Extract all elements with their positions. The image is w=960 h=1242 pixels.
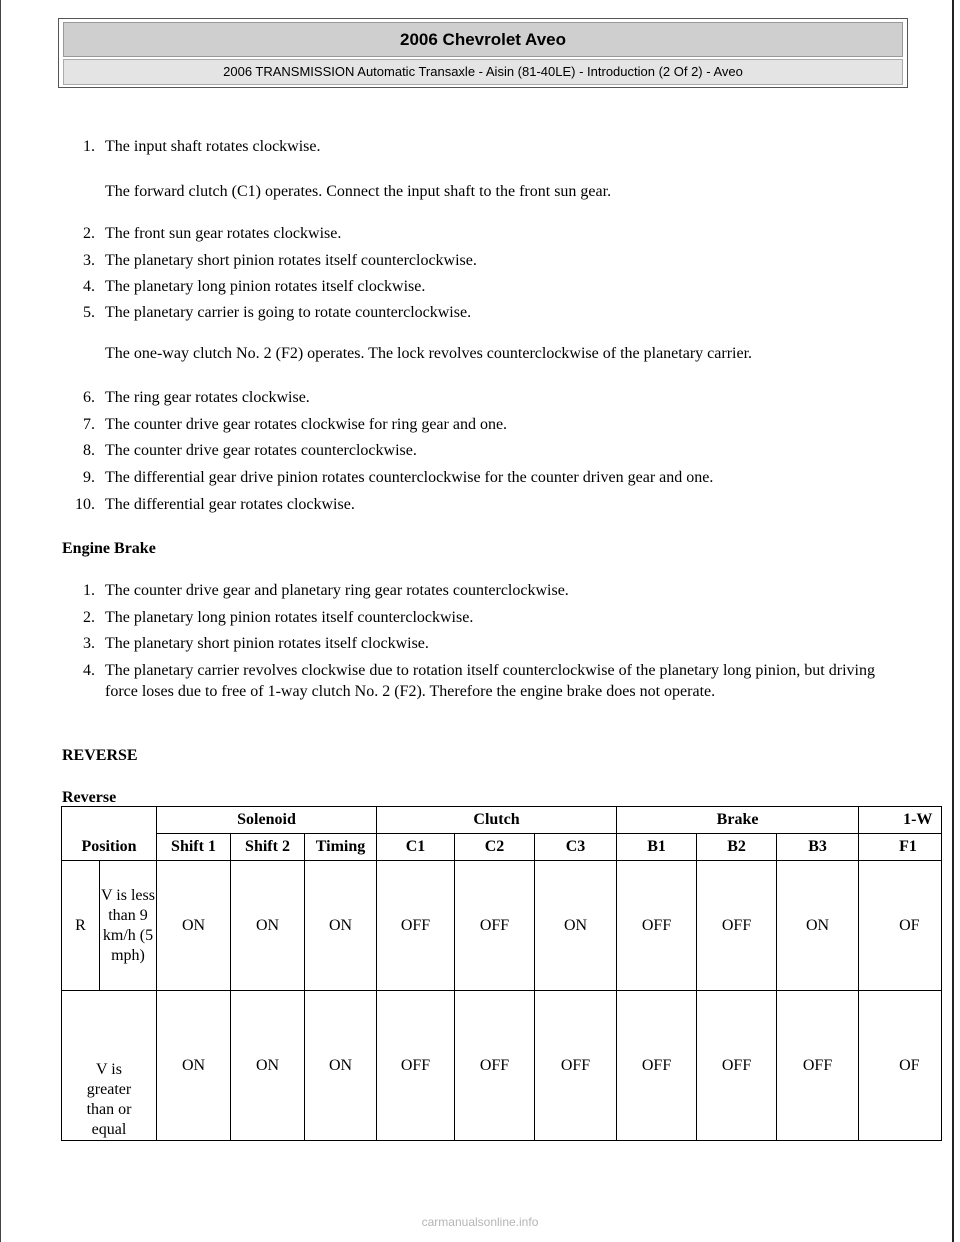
section-heading-reverse: REVERSE (62, 747, 138, 764)
list-number: 3. (83, 252, 95, 269)
list-number: 7. (83, 416, 95, 433)
list-number: 5. (83, 304, 95, 321)
column-header: Shift 1 (157, 834, 231, 861)
section-heading-engine-brake: Engine Brake (62, 540, 156, 557)
table-row (62, 991, 942, 1141)
list-text: The differential gear rotates clockwise. (105, 496, 355, 513)
position-header: Position (62, 807, 157, 861)
table-cell: OFF (617, 861, 697, 991)
table-cell: ON (305, 861, 377, 991)
condition-cell: V is less than 9 km/h (5 mph) (100, 861, 157, 991)
list-item (0, 607, 960, 629)
column-header: Shift 2 (231, 834, 305, 861)
list-item (0, 276, 960, 298)
list-item (0, 250, 960, 272)
table-cell: OFF (377, 991, 455, 1141)
list-number: 2. (83, 225, 95, 242)
table-cell: ON (157, 861, 231, 991)
list-item (0, 387, 960, 409)
list-text: The input shaft rotates clockwise. (105, 138, 321, 155)
list-item (0, 136, 960, 158)
table-row (62, 861, 942, 991)
group-header-solenoid: Solenoid (157, 807, 377, 834)
table-cell: OFF (377, 861, 455, 991)
table-cell: ON (305, 991, 377, 1141)
table-cell: OFF (617, 991, 697, 1141)
list-text: The planetary short pinion rotates itself clockwise. (105, 635, 429, 652)
list-number: 1. (83, 582, 95, 599)
list-item (0, 223, 960, 245)
column-header: B1 (617, 834, 697, 861)
condition-cell: V is greater than or equal (62, 991, 157, 1141)
column-header: C3 (535, 834, 617, 861)
step-note: The one-way clutch No. 2 (F2) operates. The lock revolves counterclockwise of the planetary carrier. (105, 345, 753, 362)
list-number: 6. (83, 389, 95, 406)
column-header: Timing (305, 834, 377, 861)
list-number: 2. (83, 609, 95, 626)
list-number: 10. (75, 496, 95, 513)
reverse-operation-table (61, 806, 942, 1141)
list-text: The planetary carrier revolves clockwise due to rotation itself counterclockwise of the planetary long pinion, but driving force loses due to free of 1-way clutch No. 2 (F2). Therefore the engine brake does not operate. (105, 662, 875, 700)
table-caption: Reverse (62, 789, 117, 806)
list-text: The counter drive gear rotates counterclockwise. (105, 442, 417, 459)
column-header: B2 (697, 834, 777, 861)
list-number: 8. (83, 442, 95, 459)
step-note: The forward clutch (C1) operates. Connect the input shaft to the front sun gear. (105, 183, 612, 200)
list-item (0, 467, 960, 489)
list-item (0, 414, 960, 436)
list-text: The counter drive gear rotates clockwise for ring gear and one. (105, 416, 508, 433)
table-cell: ON (535, 861, 617, 991)
list-number: 3. (83, 635, 95, 652)
table-cell: ON (231, 991, 305, 1141)
table-cell: OFF (777, 991, 859, 1141)
table-cell: ON (157, 991, 231, 1141)
list-item (0, 660, 960, 726)
list-item (0, 494, 960, 516)
group-header-brake: Brake (617, 807, 859, 834)
header-subtitle: 2006 TRANSMISSION Automatic Transaxle - Aisin (81-40LE) - Introduction (2 Of 2) - Aveo (63, 59, 903, 85)
list-item (0, 580, 960, 602)
column-header: F1 (859, 834, 942, 861)
group-header-clutch: Clutch (377, 807, 617, 834)
list-text: The planetary long pinion rotates itself clockwise. (105, 278, 426, 295)
table-cell: OFF (535, 991, 617, 1141)
list-item (0, 440, 960, 462)
reverse-table-container (61, 806, 933, 1138)
group-header-one-way: 1-W (859, 807, 942, 834)
list-text: The planetary carrier is going to rotate counterclockwise. (105, 304, 472, 321)
table-cell: ON (231, 861, 305, 991)
column-header: C2 (455, 834, 535, 861)
footer-watermark: carmanualsonline.info (421, 1215, 539, 1229)
list-number: 9. (83, 469, 95, 486)
position-cell: R (62, 861, 100, 991)
list-text: The differential gear drive pinion rotates counterclockwise for the counter driven gear and one. (105, 469, 714, 486)
column-header: C1 (377, 834, 455, 861)
list-number: 4. (83, 278, 95, 295)
list-text: The counter drive gear and planetary ring gear rotates counterclockwise. (105, 582, 569, 599)
header-title: 2006 Chevrolet Aveo (63, 22, 903, 57)
list-number: 1. (83, 138, 95, 155)
table-cell: ON (777, 861, 859, 991)
list-text: The planetary long pinion rotates itself counterclockwise. (105, 609, 474, 626)
table-cell: OFF (455, 991, 535, 1141)
table-cell: OFF (455, 861, 535, 991)
table-cell: OF (859, 991, 942, 1141)
table-cell: OFF (697, 861, 777, 991)
list-item (0, 633, 960, 655)
column-header: B3 (777, 834, 859, 861)
table-cell: OF (859, 861, 942, 991)
list-item (0, 302, 960, 324)
list-text: The front sun gear rotates clockwise. (105, 225, 342, 242)
table-cell: OFF (697, 991, 777, 1141)
list-number: 4. (83, 662, 95, 679)
list-text: The ring gear rotates clockwise. (105, 389, 310, 406)
document-header (58, 18, 908, 88)
list-text: The planetary short pinion rotates itself counterclockwise. (105, 252, 477, 269)
